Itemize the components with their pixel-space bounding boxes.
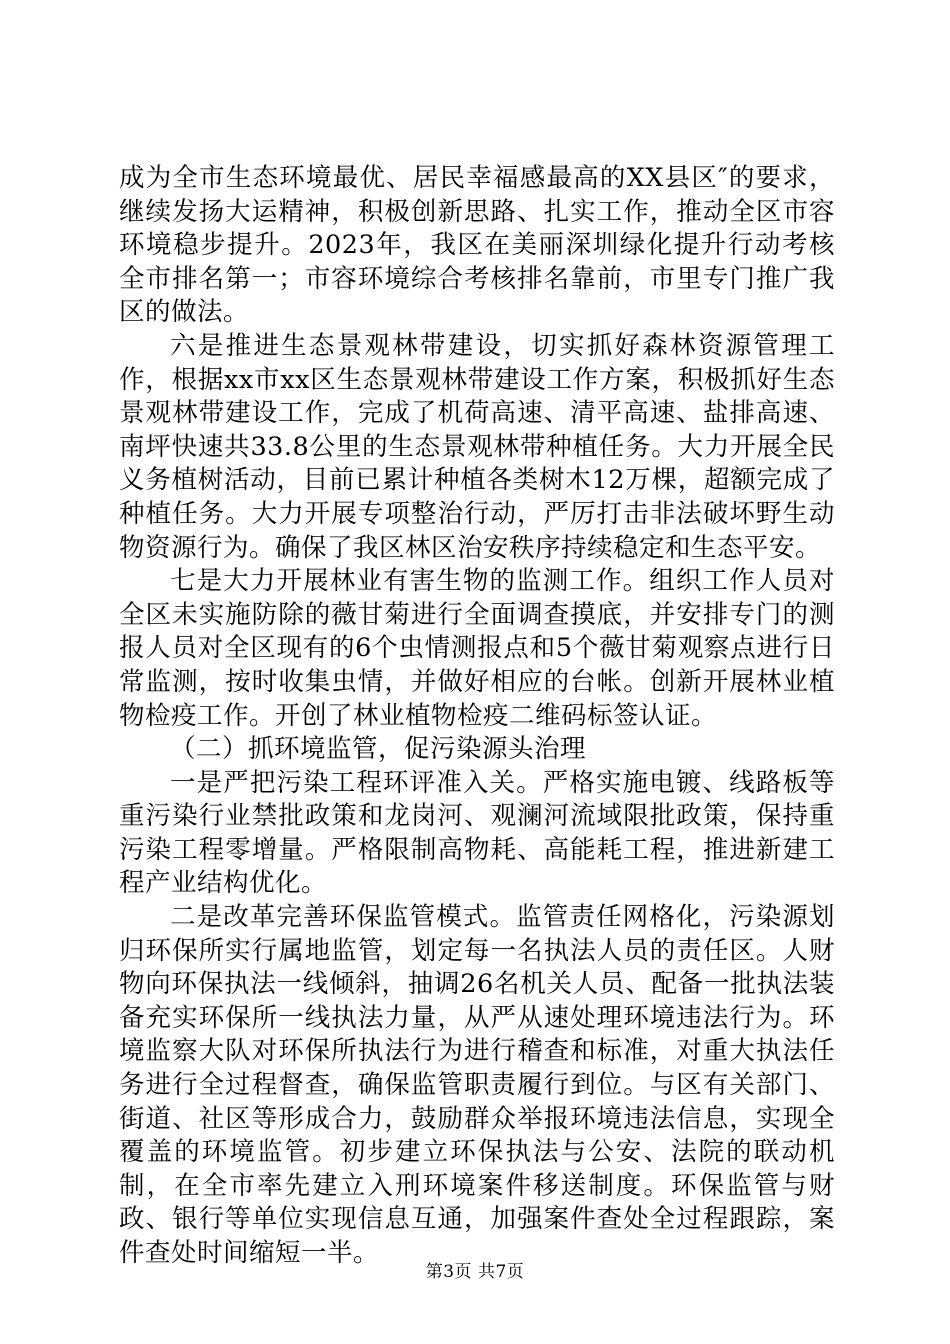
section-heading: （二）抓环境监管，促污染源头治理 [170, 734, 587, 765]
paragraph-continuation: 成为全市生态环境最优、居民幸福感最高的XX县区″的要求，继续发扬大运精神，积极创新思路、扎实工作，推动全区市容环境稳步提升。2023年，我区在美丽深圳绿化提升行动考核全市排名第一；市容环境综合考核排名靠前，市里专门推广我区的做法。 [119, 163, 835, 328]
paragraph-item-six: 六是推进生态景观林带建设，切实抓好森林资源管理工作，根据xx市xx区生态景观林带建设工作方案，积极抓好生态景观林带建设工作，完成了机荷高速、清平高速、盐排高速、南坪快速共33.8公里的生态景观林带种植任务。大力开展全民义务植树活动，目前已累计种植各类树木12万棵，超额完成了种植任务。大力开展专项整治行动，严厉打击非法破坏野生动物资源行为。确保了我区林区治安秩序持续稳定和生态平安。 [119, 330, 835, 563]
paragraph-item-seven: 七是大力开展林业有害生物的监测工作。组织工作人员对全区未实施防除的薇甘菊进行全面调查摸底，并安排专门的测报人员对全区现有的6个虫情测报点和5个薇甘菊观察点进行日常监测，按时收集虫情，并做好相应的台帐。创新开展林业植物检疫工作。开创了林业植物检疫二维码标签认证。 [119, 566, 835, 731]
paragraph-item-one: 一是严把污染工程环评准入关。严格实施电镀、线路板等重污染行业禁批政策和龙岗河、观澜河流域限批政策，保持重污染工程零增量。严格限制高物耗、高能耗工程，推进新建工程产业结构优化。 [119, 767, 835, 899]
page-footer [0, 1262, 950, 1282]
page-number: 第3页 共7页 [425, 1262, 525, 1282]
document-body [119, 162, 835, 1271]
paragraph-item-two: 二是改革完善环保监管模式。监管责任网格化，污染源划归环保所实行属地监管，划定每一名执法人员的责任区。人财物向环保执法一线倾斜，抽调26名机关人员、配备一批执法装备充实环保所一线执法力量，从严从速处理环境违法行为。环境监察大队对环保所执法行为进行稽查和标准，对重大执法任务进行全过程督查，确保监管职责履行到位。与区有关部门、街道、社区等形成合力，鼓励群众举报环境违法信息，实现全覆盖的环境监管。初步建立环保执法与公安、法院的联动机制，在全市率先建立入刑环境案件移送制度。环保监管与财政、银行等单位实现信息互通，加强案件查处全过程跟踪，案件查处时间缩短一半。 [119, 902, 835, 1268]
